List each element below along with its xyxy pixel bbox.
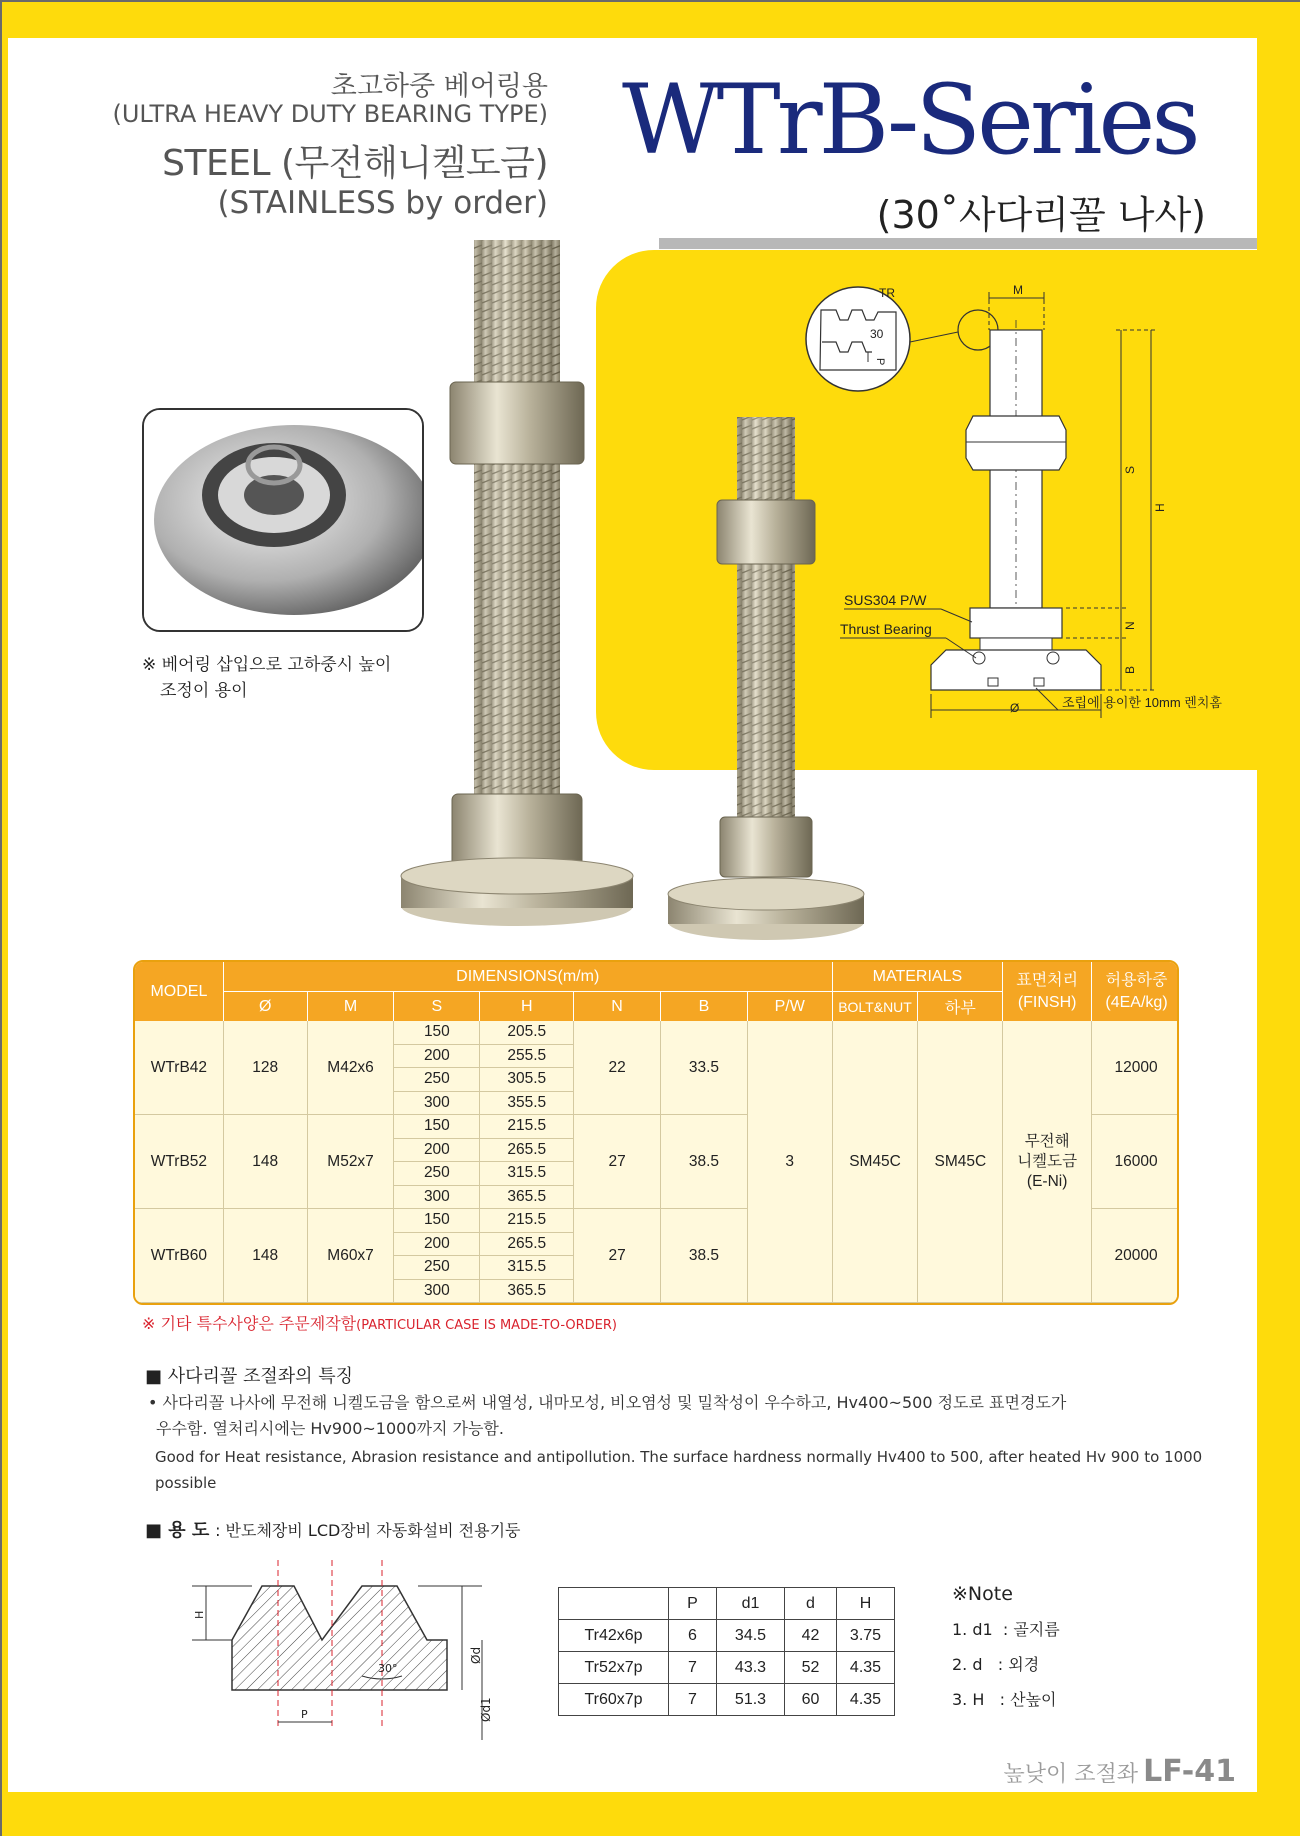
diagram-label-h: H: [1153, 503, 1167, 512]
thread-label-h: H: [193, 1610, 206, 1619]
cell-base: SM45C: [918, 1021, 1003, 1303]
cell-load: 20000: [1092, 1209, 1179, 1303]
cell-m: M52x7: [308, 1115, 395, 1209]
cell-finish-line: 무전해: [1024, 1132, 1070, 1150]
th-pw: P/W: [748, 992, 833, 1021]
usage-section: [145, 1516, 521, 1542]
cell-s: 250: [394, 1162, 480, 1186]
bearing-photo: [144, 410, 424, 632]
thread-cell: Tr42x6p: [559, 1620, 669, 1652]
cell-finish: [1003, 1021, 1092, 1303]
th-finish: [1003, 962, 1092, 1021]
cell-b: 38.5: [661, 1115, 748, 1209]
diagram-label-b: B: [1123, 665, 1137, 674]
features-line3: Good for Heat resistance, Abrasion resistance and antipollution. The surface hardness normally Hv400 to 500, after heated Hv 900 to 1000: [155, 1448, 1203, 1466]
thread-cell: 4.35: [837, 1684, 895, 1716]
cell-m: M60x7: [308, 1209, 395, 1303]
cell-h: 355.5: [480, 1092, 574, 1116]
thread-cell: 6: [669, 1620, 717, 1652]
footnote-en: (PARTICULAR CASE IS MADE-TO-ORDER): [356, 1318, 617, 1333]
page-code: LF-41: [1143, 1754, 1236, 1789]
thread-profile-diagram: [182, 1550, 512, 1740]
cell-s: 200: [394, 1045, 480, 1069]
thread-label-30: 30°: [378, 1662, 398, 1675]
thread-cell: 34.5: [717, 1620, 785, 1652]
thread-label-d1: Ød1: [479, 1697, 493, 1722]
th-dimensions: DIMENSIONS(m/m): [224, 962, 833, 992]
features-line2: 우수함. 열처리시에는 Hv900~1000까지 가능함.: [156, 1419, 504, 1438]
thread-cell: Tr60x7p: [559, 1684, 669, 1716]
diagram-label-wrench: 조립에 용이한 10mm 렌치홈: [1062, 695, 1222, 710]
cell-pw: 3: [748, 1021, 833, 1303]
thread-table-body: [559, 1620, 895, 1716]
cell-load: 12000: [1092, 1021, 1179, 1115]
cell-h: 205.5: [480, 1021, 574, 1045]
cell-load: 16000: [1092, 1115, 1179, 1209]
note-item-1: 1. d1 : 골지름: [952, 1620, 1060, 1639]
note-block: [952, 1577, 1060, 1717]
cell-s: 300: [394, 1092, 480, 1116]
cell-h: 215.5: [480, 1209, 574, 1233]
cell-n: 27: [574, 1209, 661, 1303]
diagram-label-30: 30: [870, 327, 884, 341]
thread-table-header: [559, 1588, 895, 1620]
th-load-en: (4EA/kg): [1105, 993, 1168, 1011]
bearing-inset: [142, 408, 424, 632]
th-finish-ko: 표면처리: [1016, 971, 1079, 989]
thread-row: [559, 1684, 895, 1716]
cell-h: 315.5: [480, 1162, 574, 1186]
diagram-label-sus: SUS304 P/W: [844, 592, 927, 608]
product-photo: [382, 232, 882, 952]
th-finish-en: (FINSH): [1017, 993, 1077, 1011]
cell-model: WTrB42: [135, 1021, 224, 1115]
th-n: N: [574, 992, 661, 1021]
spec-table-body: [135, 1021, 1179, 1303]
thread-row: [559, 1652, 895, 1684]
spec-table-frame: [133, 960, 1179, 1305]
th-boltnut: BOLT&NUT: [833, 992, 919, 1021]
cell-model: WTrB52: [135, 1115, 224, 1209]
cell-h: 305.5: [480, 1068, 574, 1092]
footnote-ko: ※ 기타 특수사양은 주문제작함: [142, 1314, 357, 1333]
th-base: 하부: [918, 992, 1003, 1021]
yellow-bottom-border: [2, 1792, 1300, 1836]
cell-n: 27: [574, 1115, 661, 1209]
th-materials: MATERIALS: [833, 962, 1004, 992]
diagram-label-s: S: [1123, 465, 1137, 474]
yellow-right-border: [1257, 2, 1300, 1836]
th-b: B: [661, 992, 748, 1021]
cell-b: 38.5: [661, 1209, 748, 1303]
cell-finish-line: 니켈도금: [1017, 1152, 1078, 1170]
cell-h: 215.5: [480, 1115, 574, 1139]
material-note: (STAINLESS by order): [217, 185, 548, 221]
thread-label-d: Ød: [469, 1646, 483, 1664]
yellow-top-border: [2, 2, 1300, 38]
th-load-ko: 허용하중: [1105, 971, 1168, 989]
cell-s: 250: [394, 1256, 480, 1280]
thread-th: d1: [717, 1588, 785, 1620]
thread-cell: 7: [669, 1684, 717, 1716]
spec-table: [135, 962, 1179, 1303]
thread-cell: 3.75: [837, 1620, 895, 1652]
cell-h: 315.5: [480, 1256, 574, 1280]
thread-cell: 60: [785, 1684, 837, 1716]
thread-cell: Tr52x7p: [559, 1652, 669, 1684]
cell-h: 255.5: [480, 1045, 574, 1069]
cell-h: 265.5: [480, 1139, 574, 1163]
cell-h: 265.5: [480, 1233, 574, 1257]
cell-s: 200: [394, 1139, 480, 1163]
features-line4: possible: [155, 1474, 217, 1492]
th-m: M: [308, 992, 395, 1021]
cell-phi: 148: [224, 1209, 308, 1303]
cell-phi: 128: [224, 1021, 308, 1115]
cell-n: 22: [574, 1021, 661, 1115]
features-title: ■ 사다리꼴 조절좌의 특징: [145, 1366, 354, 1387]
th-s: S: [394, 992, 480, 1021]
cell-s: 300: [394, 1280, 480, 1304]
diagram-label-m: M: [1013, 283, 1023, 297]
note-item-3: 3. H : 산높이: [952, 1690, 1057, 1709]
th-phi: Ø: [224, 992, 308, 1021]
thread-row: [559, 1620, 895, 1652]
cell-s: 300: [394, 1186, 480, 1210]
material-label: STEEL (무전해니켈도금): [162, 143, 548, 184]
cell-s: 250: [394, 1068, 480, 1092]
thread-cell: 7: [669, 1652, 717, 1684]
th-model: MODEL: [135, 962, 224, 1021]
diagram-label-tr: TR: [879, 286, 895, 300]
cell-h: 365.5: [480, 1280, 574, 1304]
thread-cell: 52: [785, 1652, 837, 1684]
inset-note: [142, 652, 391, 704]
diagram-label-thrust: Thrust Bearing: [840, 621, 932, 637]
thread-cell: 43.3: [717, 1652, 785, 1684]
usage-text: : 반도체장비 LCD장비 자동화설비 전용기둥: [215, 1521, 521, 1540]
thread-cell: 4.35: [837, 1652, 895, 1684]
cell-h: 365.5: [480, 1186, 574, 1210]
thread-th: d: [785, 1588, 837, 1620]
subtitle-ko: 초고하중 베어링용: [330, 71, 548, 102]
cell-model: WTrB60: [135, 1209, 224, 1303]
features-line1: • 사다리꼴 나사에 무전해 니켈도금을 함으로써 내열성, 내마모성, 비오염성 및 밀착성이 우수하고, Hv400~500 정도로 표면경도가: [148, 1393, 1067, 1412]
subtitle-en: (ULTRA HEAVY DUTY BEARING TYPE): [112, 100, 548, 128]
inset-note-line1: ※ 베어링 삽입으로 고하중시 높이: [142, 655, 392, 675]
cell-phi: 148: [224, 1115, 308, 1209]
diagram-label-p: P: [874, 358, 886, 366]
cell-s: 150: [394, 1021, 480, 1045]
cell-s: 150: [394, 1209, 480, 1233]
thread-th: P: [669, 1588, 717, 1620]
inset-note-line2: 조정이 용이: [160, 681, 248, 701]
th-h: H: [480, 992, 574, 1021]
note-item-2: 2. d : 외경: [952, 1655, 1040, 1674]
page-section: 높낮이 조절좌: [1003, 1762, 1139, 1787]
diagram-label-n: N: [1123, 621, 1137, 630]
thread-cell: 42: [785, 1620, 837, 1652]
cell-boltnut: SM45C: [833, 1021, 919, 1303]
series-title: WTrB-Series: [622, 64, 1197, 176]
thread-th: [559, 1588, 669, 1620]
note-title: ※Note: [952, 1583, 1013, 1605]
th-load: [1092, 962, 1179, 1021]
cell-s: 150: [394, 1115, 480, 1139]
cell-s: 200: [394, 1233, 480, 1257]
cell-finish-line: (E-Ni): [1026, 1172, 1068, 1190]
spec-row: [135, 1021, 1179, 1045]
cell-b: 33.5: [661, 1021, 748, 1115]
thread-table: [558, 1587, 895, 1716]
page-number: [1004, 1754, 1237, 1789]
diagram-label-phi: Ø: [1010, 701, 1020, 715]
cell-m: M42x6: [308, 1021, 395, 1115]
usage-label: ■ 용 도: [145, 1520, 210, 1541]
thread-label-p: P: [301, 1708, 308, 1721]
thread-th: H: [837, 1588, 895, 1620]
thread-cell: 51.3: [717, 1684, 785, 1716]
footnote: [142, 1311, 617, 1334]
series-subtitle: (30˚사다리꼴 나사): [876, 193, 1206, 237]
